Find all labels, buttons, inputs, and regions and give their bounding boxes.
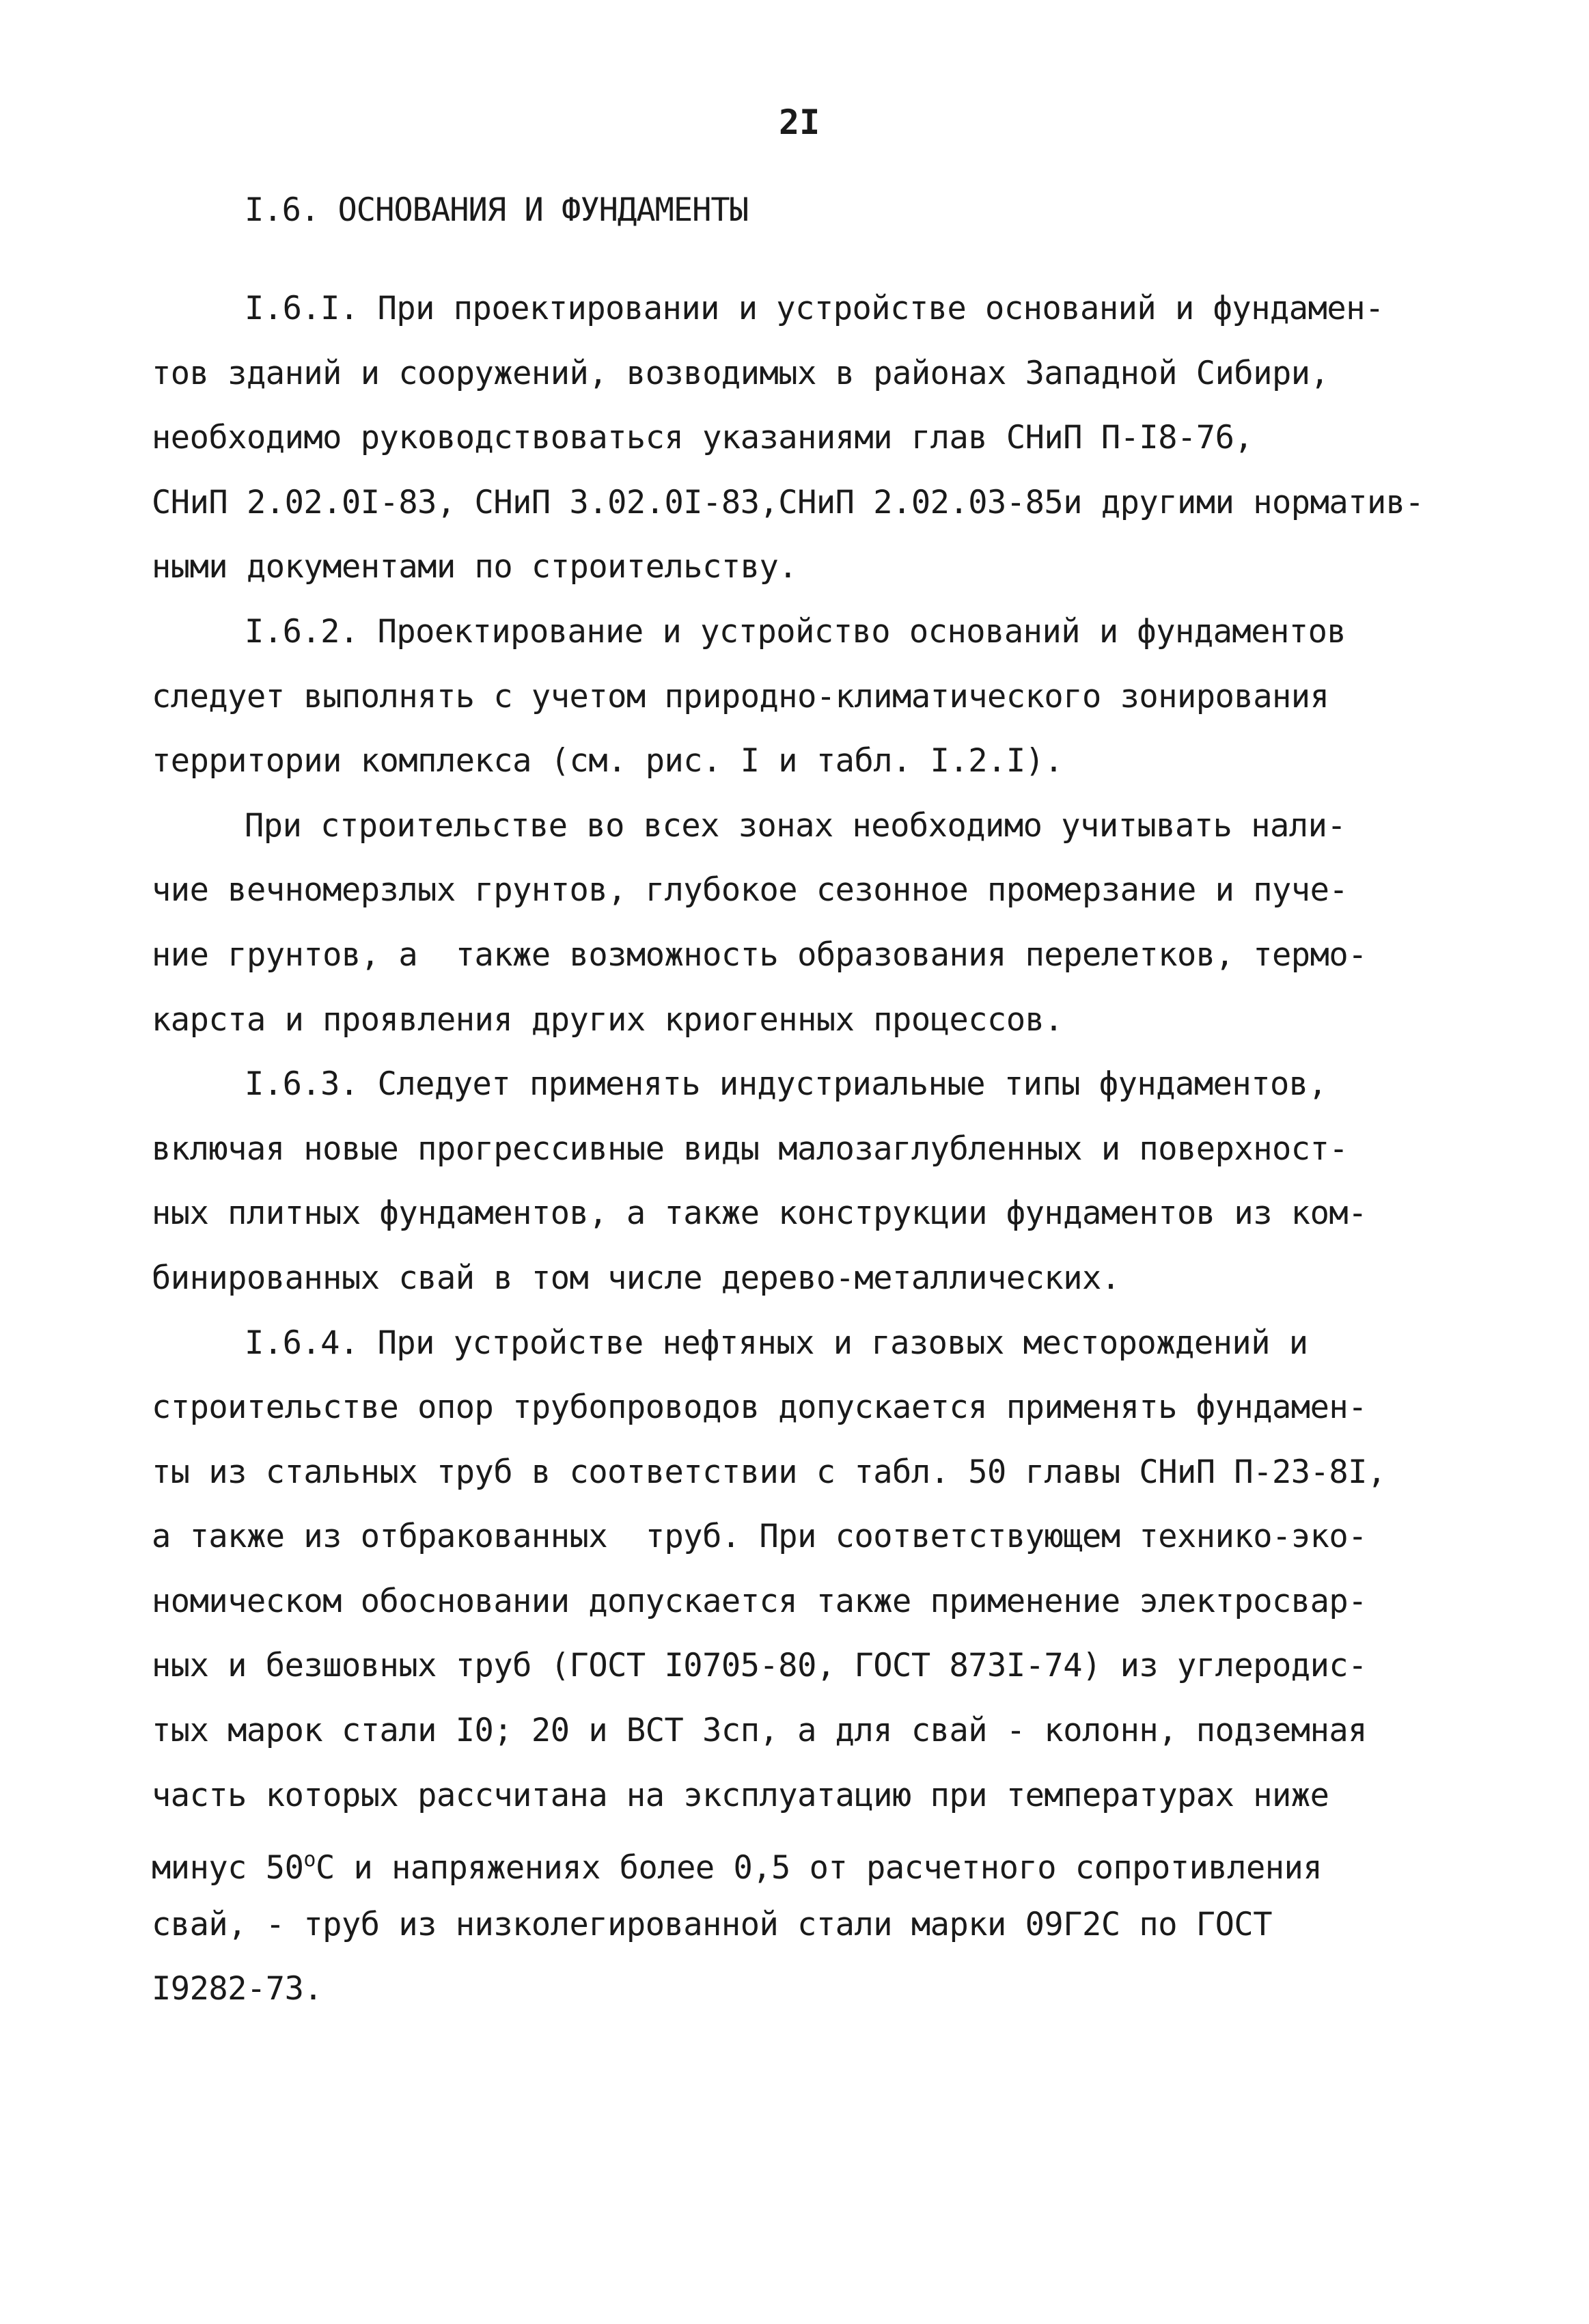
text-line: чие вечномерзлых грунтов, глубокое сезонное промерзание и пуче- [152,871,1349,910]
text-line: бинированных свай в том числе дерево-металлических. [152,1259,1120,1297]
text-line: свай, - труб из низколегированной стали марки 09Г2С по ГОСТ [152,1905,1272,1943]
text-line: ных плитных фундаментов, а также конструкции фундаментов из ком- [152,1194,1367,1233]
text-line: тых марок стали I0; 20 и ВСТ 3сп, а для свай - колонн, подземная [152,1712,1367,1750]
text-line: I.6.4. При устройстве нефтяных и газовых месторождений и [245,1324,1308,1362]
text-line-temperature [152,1828,1484,1893]
text-line: При строительстве во всех зонах необходимо учитывать нали- [245,806,1346,845]
text-line: ных и безшовных труб (ГОСТ I0705-80, ГОСТ 873I-74) из углеродис- [152,1647,1367,1685]
text-line: необходимо руководствоваться указаниями глав СНиП П-I8-76, [152,419,1254,457]
text-line: строительстве опор трубопроводов допускается применять фундамен- [152,1389,1367,1427]
text-line: ты из стальных труб в соответствии с табл. 50 главы СНиП П-23-8I, [152,1453,1386,1491]
text-line: номическом обосновании допускается также применение электросвар- [152,1582,1367,1620]
text-line: СНиП 2.02.0I-83, СНиП 3.02.0I-83,СНиП 2.02.03-85и другими норматив- [152,483,1424,521]
text-line: тов зданий и сооружений, возводимых в районах Западной Сибири, [152,354,1329,392]
text-line: I.6.2. Проектирование и устройство оснований и фундаментов [245,612,1346,651]
text-line: включая новые прогрессивные виды малозаглубленных и поверхност- [152,1130,1349,1168]
text-line: ние грунтов, а также возможность образования перелетков, термо- [152,935,1367,974]
degree-superscript: о [303,1848,316,1872]
temp-after: С и напряжениях более 0,5 от расчетного сопротивления [315,1849,1323,1887]
body-text [152,277,1484,2022]
text-line: I.6.3. Следует применять индустриальные типы фундаментов, [245,1065,1327,1104]
section-heading: I.6. ОСНОВАНИЯ И ФУНДАМЕНТЫ [245,191,749,229]
text-line: часть которых рассчитана на эксплуатацию при температурах ниже [152,1776,1329,1814]
text-line: I.6.I. При проектировании и устройстве оснований и фундамен- [245,290,1384,327]
temp-before: минус 50 [152,1849,304,1887]
text-line: территории комплекса (см. рис. I и табл. I.2.I). [152,742,1064,780]
page-number: 2I [779,102,820,142]
text-line: следует выполнять с учетом природно-климатического зонирования [152,677,1329,715]
text-line: ными документами по строительству. [152,548,798,586]
text-line: I9282-73. [152,1970,323,2008]
text-line: а также из отбракованных труб. При соответствующем технико-эко- [152,1518,1367,1556]
text-line: карста и проявления других криогенных процессов. [152,1000,1064,1039]
